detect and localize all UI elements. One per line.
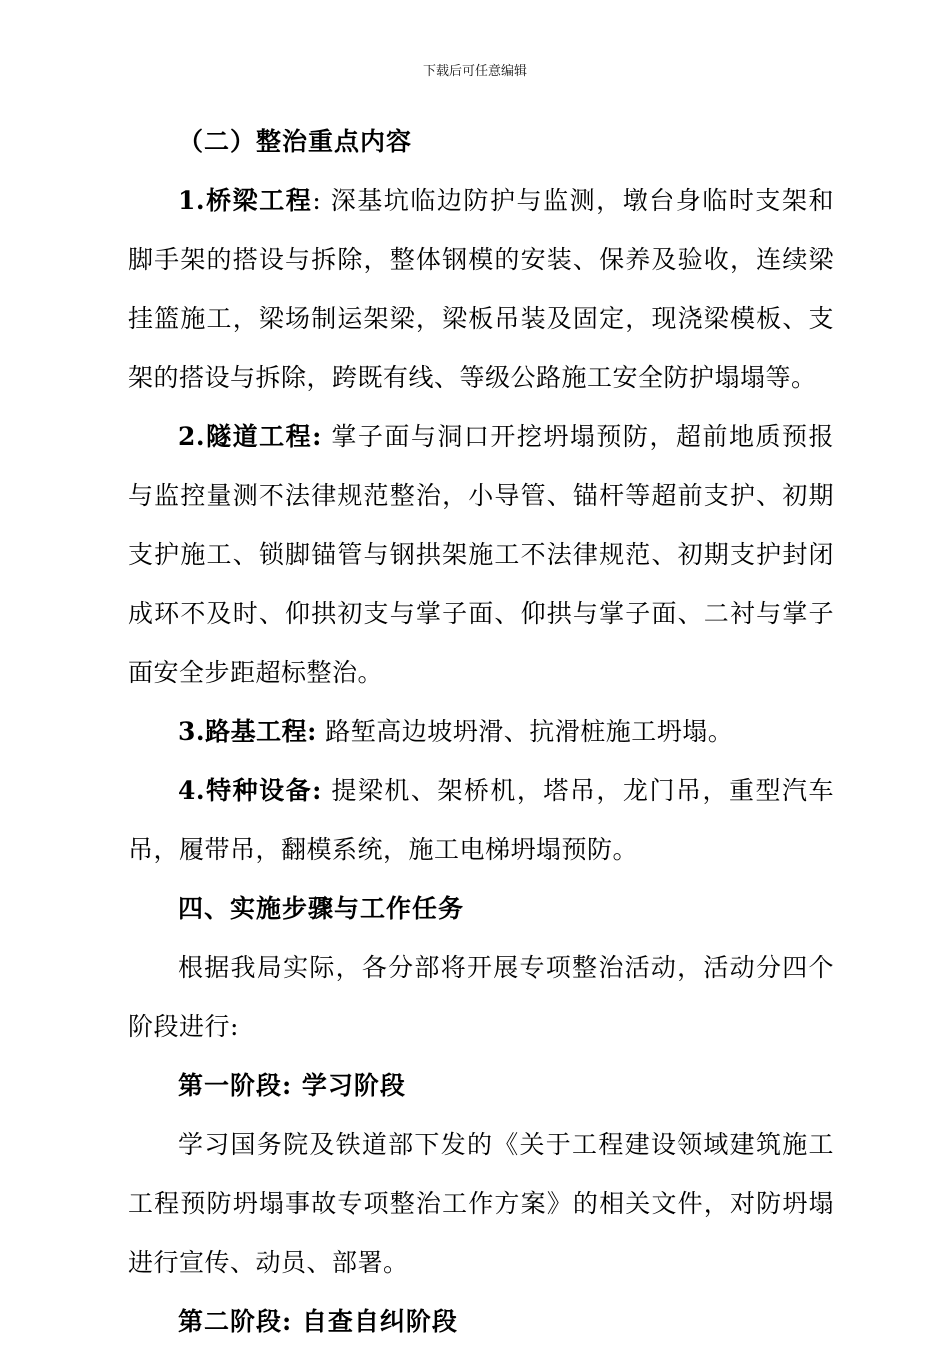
paragraph-stage-1: 学习国务院及铁道部下发的《关于工程建设领域建筑施工工程预防坍塌事故专项整治工作方案》的相关文件，对防坍塌进行宣传、动员、部署。 [128,1130,834,1277]
paragraph-label: 3.路基工程: [178,717,317,746]
paragraph-text: 掌子面与洞口开挖坍塌预防，超前地质预报与监控量测不法律规范整治，小导管、锚杆等超前支护、初期支护施工、锁脚锚管与钢拱架施工不法律规范、初期支护封闭成环不及时、仰拱初支与掌子面、仰拱与掌子面、二衬与掌子面安全步距超标整治。 [128,422,834,687]
paragraph-label: 1.桥梁工程 [178,186,313,215]
paragraph-subgrade [128,702,834,761]
page-header: 下载后可任意编辑 [422,64,527,79]
paragraph-text: : 深基坑临边防护与监测，墩台身临时支架和脚手架的搭设与拆除，整体钢模的安装、保养及验收，连续梁挂篮施工，梁场制运架梁，梁板吊装及固定，现浇梁模板、支架的搭设与拆除，跨既有线、等级公路施工安全防护塌塌等。 [128,186,834,392]
paragraph-text: 路堑高边坡坍滑、抗滑桩施工坍塌。 [316,717,734,746]
document-body [128,112,834,1351]
paragraph-tunnel [128,407,834,702]
section-heading-steps: 四、实施步骤与工作任务 [178,894,465,923]
paragraph-label: 4.特种设备: [178,776,322,805]
paragraph-text: 提梁机、架桥机，塔吊，龙门吊，重型汽车吊，履带吊，翻模系统，施工电梯坍塌预防。 [128,776,834,864]
paragraph-label: 2.隧道工程: [178,422,322,451]
stage-heading-1: 第一阶段: 学习阶段 [178,1071,406,1100]
paragraph-intro: 根据我局实际，各分部将开展专项整治活动，活动分四个阶段进行: [128,953,834,1041]
paragraph-bridge [128,171,834,407]
paragraph-special-equipment [128,761,834,879]
stage-heading-2: 第二阶段: 自查自纠阶段 [178,1307,458,1336]
section-heading-focus: （二）整治重点内容 [178,127,413,156]
